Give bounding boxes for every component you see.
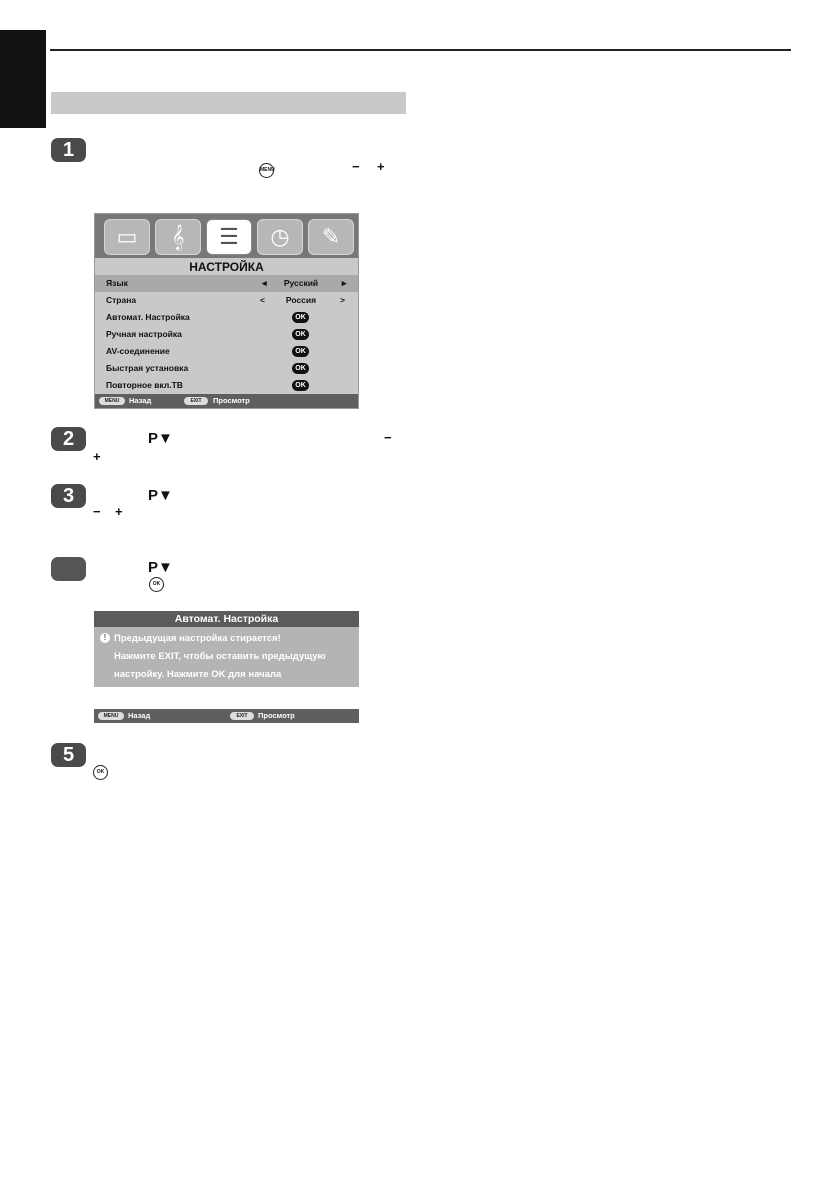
back-label: Назад — [128, 711, 151, 720]
menu-row-power-on[interactable] — [95, 377, 358, 394]
exit-key-icon: EXIT — [230, 712, 254, 720]
dialog-line: настройку. Нажмите OK для начала — [114, 669, 282, 680]
menu-row-label: Повторное вкл.ТВ — [106, 380, 183, 390]
sound-icon[interactable]: 𝄞 — [155, 219, 201, 255]
menu-footer — [95, 394, 358, 408]
warning-icon: ! — [100, 633, 110, 643]
menu-row-av-connection[interactable] — [95, 343, 358, 360]
menu-row-label: Автомат. Настройка — [106, 312, 190, 322]
menu-icon-bar — [95, 214, 358, 258]
menu-key-icon: MENU — [98, 712, 124, 720]
exit-key-icon: EXIT — [184, 397, 208, 405]
step-4-badge — [51, 557, 86, 581]
ok-icon: OK — [292, 329, 309, 340]
arrow-right-icon[interactable]: ► — [340, 278, 349, 288]
dialog-line: Предыдущая настройка стирается! — [114, 633, 281, 644]
volume-plus-icon: + — [115, 504, 123, 519]
dialog-title: Автомат. Настройка — [94, 611, 359, 627]
menu-row-country[interactable] — [95, 292, 358, 309]
volume-plus-icon: + — [93, 449, 101, 464]
timer-icon[interactable]: ◷ — [257, 219, 303, 255]
dialog-footer — [94, 709, 359, 723]
arrow-left-icon[interactable]: < — [260, 295, 265, 305]
section-heading-bar — [51, 92, 406, 114]
language-side-tab — [0, 30, 46, 128]
ok-button-icon: OK — [93, 765, 108, 780]
menu-row-auto-tune[interactable] — [95, 309, 358, 326]
menu-button-icon: MENU — [259, 163, 274, 178]
menu-row-label: Быстрая установка — [106, 363, 189, 373]
volume-plus-icon: + — [377, 159, 385, 174]
menu-row-label: AV-соединение — [106, 346, 170, 356]
ok-icon: OK — [292, 346, 309, 357]
back-label: Назад — [129, 396, 152, 405]
ok-icon: OK — [292, 312, 309, 323]
view-label: Просмотр — [258, 711, 295, 720]
menu-row-label: Ручная настройка — [106, 329, 182, 339]
step-2-badge: 2 — [51, 427, 86, 451]
ok-icon: OK — [292, 380, 309, 391]
step-3-badge: 3 — [51, 484, 86, 508]
setup-icon[interactable]: ☰ — [206, 219, 252, 255]
p-down-key: P▼ — [148, 430, 173, 447]
volume-minus-icon: − — [93, 504, 101, 519]
auto-tune-dialog — [94, 611, 359, 687]
header-rule — [50, 49, 791, 51]
menu-row-label: Язык — [106, 278, 128, 288]
menu-row-label: Страна — [106, 295, 137, 305]
step-5-badge: 5 — [51, 743, 86, 767]
p-down-key: P▼ — [148, 559, 173, 576]
dialog-line: Нажмите EXIT, чтобы оставить предыдущую — [114, 651, 326, 662]
ok-icon: OK — [292, 363, 309, 374]
picture-icon[interactable]: ▭ — [104, 219, 150, 255]
view-label: Просмотр — [213, 396, 250, 405]
step-1-badge: 1 — [51, 138, 86, 162]
menu-row-language[interactable] — [95, 275, 358, 292]
menu-key-icon: MENU — [99, 397, 125, 405]
menu-row-value: Русский — [283, 278, 319, 288]
setup-menu-screen — [94, 213, 359, 409]
menu-row-quick-setup[interactable] — [95, 360, 358, 377]
volume-minus-icon: − — [384, 430, 392, 445]
arrow-left-icon[interactable]: ◄ — [260, 278, 269, 288]
ok-button-icon: OK — [149, 577, 164, 592]
menu-row-value: Россия — [285, 295, 317, 305]
menu-title: НАСТРОЙКА — [189, 260, 264, 274]
arrow-right-icon[interactable]: > — [340, 295, 345, 305]
menu-row-manual-tune[interactable] — [95, 326, 358, 343]
p-down-key: P▼ — [148, 487, 173, 504]
volume-minus-icon: − — [352, 159, 360, 174]
tools-icon[interactable]: ✎ — [308, 219, 354, 255]
